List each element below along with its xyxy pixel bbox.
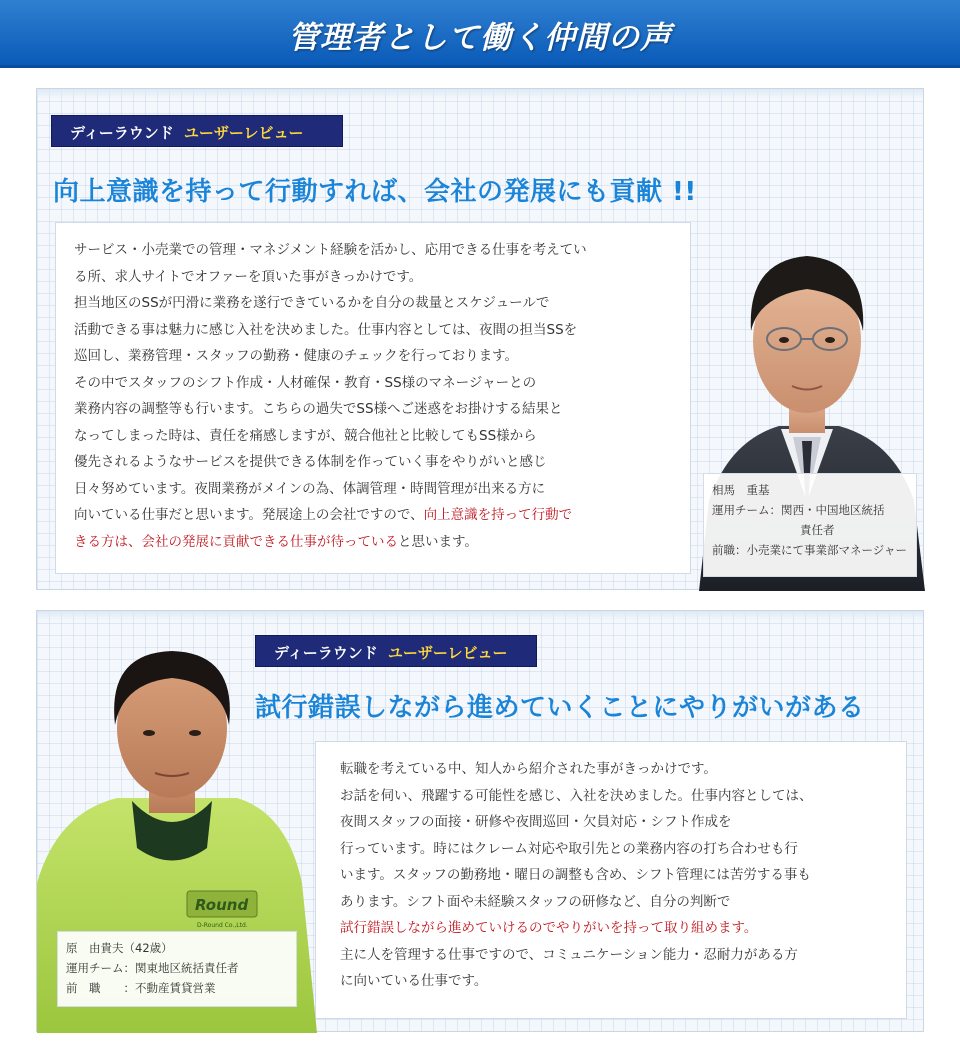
body-line: に向いている仕事です。 <box>340 973 488 989</box>
tag-brand: ディーラウンド <box>274 644 378 662</box>
highlight-text: きる方は、会社の発展に貢献できる仕事が待っている <box>74 533 398 550</box>
body-line: 夜間スタッフの面接・研修や夜間巡回・欠員対応・シフト作成を <box>340 814 732 830</box>
jacket-logo-subtext: D-Round Co.,Ltd. <box>197 922 248 929</box>
team-value: 関西・中国地区統括 <box>781 503 885 517</box>
highlight-text: 向上意識を持って行動で <box>423 507 573 523</box>
team-value: 関東地区統括責任者 <box>135 961 239 975</box>
prev-job-label: 前 職 ： <box>66 981 135 995</box>
section-title: 管理者として働く仲間の声 <box>288 20 672 56</box>
body-line: 転職を考えている中、知人から紹介された事がきっかけです。 <box>340 761 717 777</box>
team-value-cont: 責任者 <box>800 523 835 537</box>
body-line: その中でスタッフのシフト作成・人材確保・教育・SS様のマネージャーとの <box>74 374 537 391</box>
review-body <box>315 741 907 1019</box>
body-line: 優先されるようなサービスを提供できる体制を作っていく事をやりがいと感じ <box>74 454 547 470</box>
section-header <box>0 0 960 68</box>
body-line: 業務内容の調整等も行います。こちらの過失でSS様へご迷惑をお掛けする結果と <box>74 401 563 417</box>
body-line: サービス・小売業での管理・マネジメント経験を活かし、応用できる仕事を考えてい <box>74 242 587 258</box>
body-line: なってしまった時は、責任を痛感しますが、競合他社と比較してもSS様から <box>74 427 537 444</box>
body-line: 活動できる事は魅力に感じ入社を決めました。仕事内容としては、夜間の担当SSを <box>74 321 578 338</box>
review-headline: 向上意識を持って行動すれば、会社の発展にも貢献 !! <box>53 177 697 207</box>
body-line <box>340 915 890 942</box>
body-line: あります。シフト面や未経験スタッフの研修など、自分の判断で <box>340 893 731 910</box>
team-label: 運用チーム： <box>66 961 135 975</box>
tag-brand: ディーラウンド <box>70 124 174 142</box>
review-tag <box>51 115 343 147</box>
jacket-logo-text: Round <box>195 896 249 914</box>
body-line: お話を伺い、飛躍する可能性を感じ、入社を決めました。仕事内容としては、 <box>340 787 813 804</box>
review-card-2 <box>36 610 924 1032</box>
reviewer-caption <box>703 473 917 577</box>
body-line: 主に人を管理する仕事ですので、コミュニケーション能力・忍耐力がある方 <box>340 946 798 963</box>
body-line: きる方は、会社の発展に貢献できる仕事が待っていると思います。 <box>74 533 478 550</box>
body-line: 日々努めています。夜間業務がメインの為、体調管理・時間管理が出来る方に <box>74 480 546 497</box>
team-label: 運用チーム： <box>712 503 781 517</box>
highlight-text: 試行錯誤しながら進めていけるのでやりがいを持って取り組めます。 <box>340 920 758 936</box>
reviewer-name: 相馬 重基 <box>712 483 770 497</box>
body-line: 担当地区のSSが円滑に業務を遂行できているかを自分の裁量とスケジュールで <box>74 295 550 311</box>
tag-label: ユーザーレビュー <box>183 124 304 142</box>
body-line: 巡回し、業務管理・スタッフの勤務・健康のチェックを行っております。 <box>74 348 519 364</box>
prev-job-value: 不動産賃貸営業 <box>135 981 216 995</box>
review-headline: 試行錯誤しながら進めていくことにやりがいがある <box>255 693 865 723</box>
body-line: る所、求人サイトでオファーを頂いた事がきっかけです。 <box>74 268 423 285</box>
reviewer-name: 原 由貴夫（42歳） <box>66 941 173 955</box>
review-body <box>55 222 691 574</box>
body-line: 向いている仕事だと思います。発展途上の会社ですので、向上意識を持って行動で <box>74 507 573 523</box>
body-line: います。スタッフの勤務地・曜日の調整も含め、シフト管理には苦労する事も <box>340 867 811 883</box>
prev-job-label: 前職： <box>712 543 747 557</box>
review-card-1 <box>36 88 924 590</box>
body-line: 行っています。時にはクレーム対応や取引先との業務内容の打ち合わせも行 <box>340 840 798 857</box>
reviewer-caption <box>57 931 297 1007</box>
prev-job-value: 小売業にて事業部マネージャー <box>746 543 908 557</box>
tag-label: ユーザーレビュー <box>387 644 508 662</box>
